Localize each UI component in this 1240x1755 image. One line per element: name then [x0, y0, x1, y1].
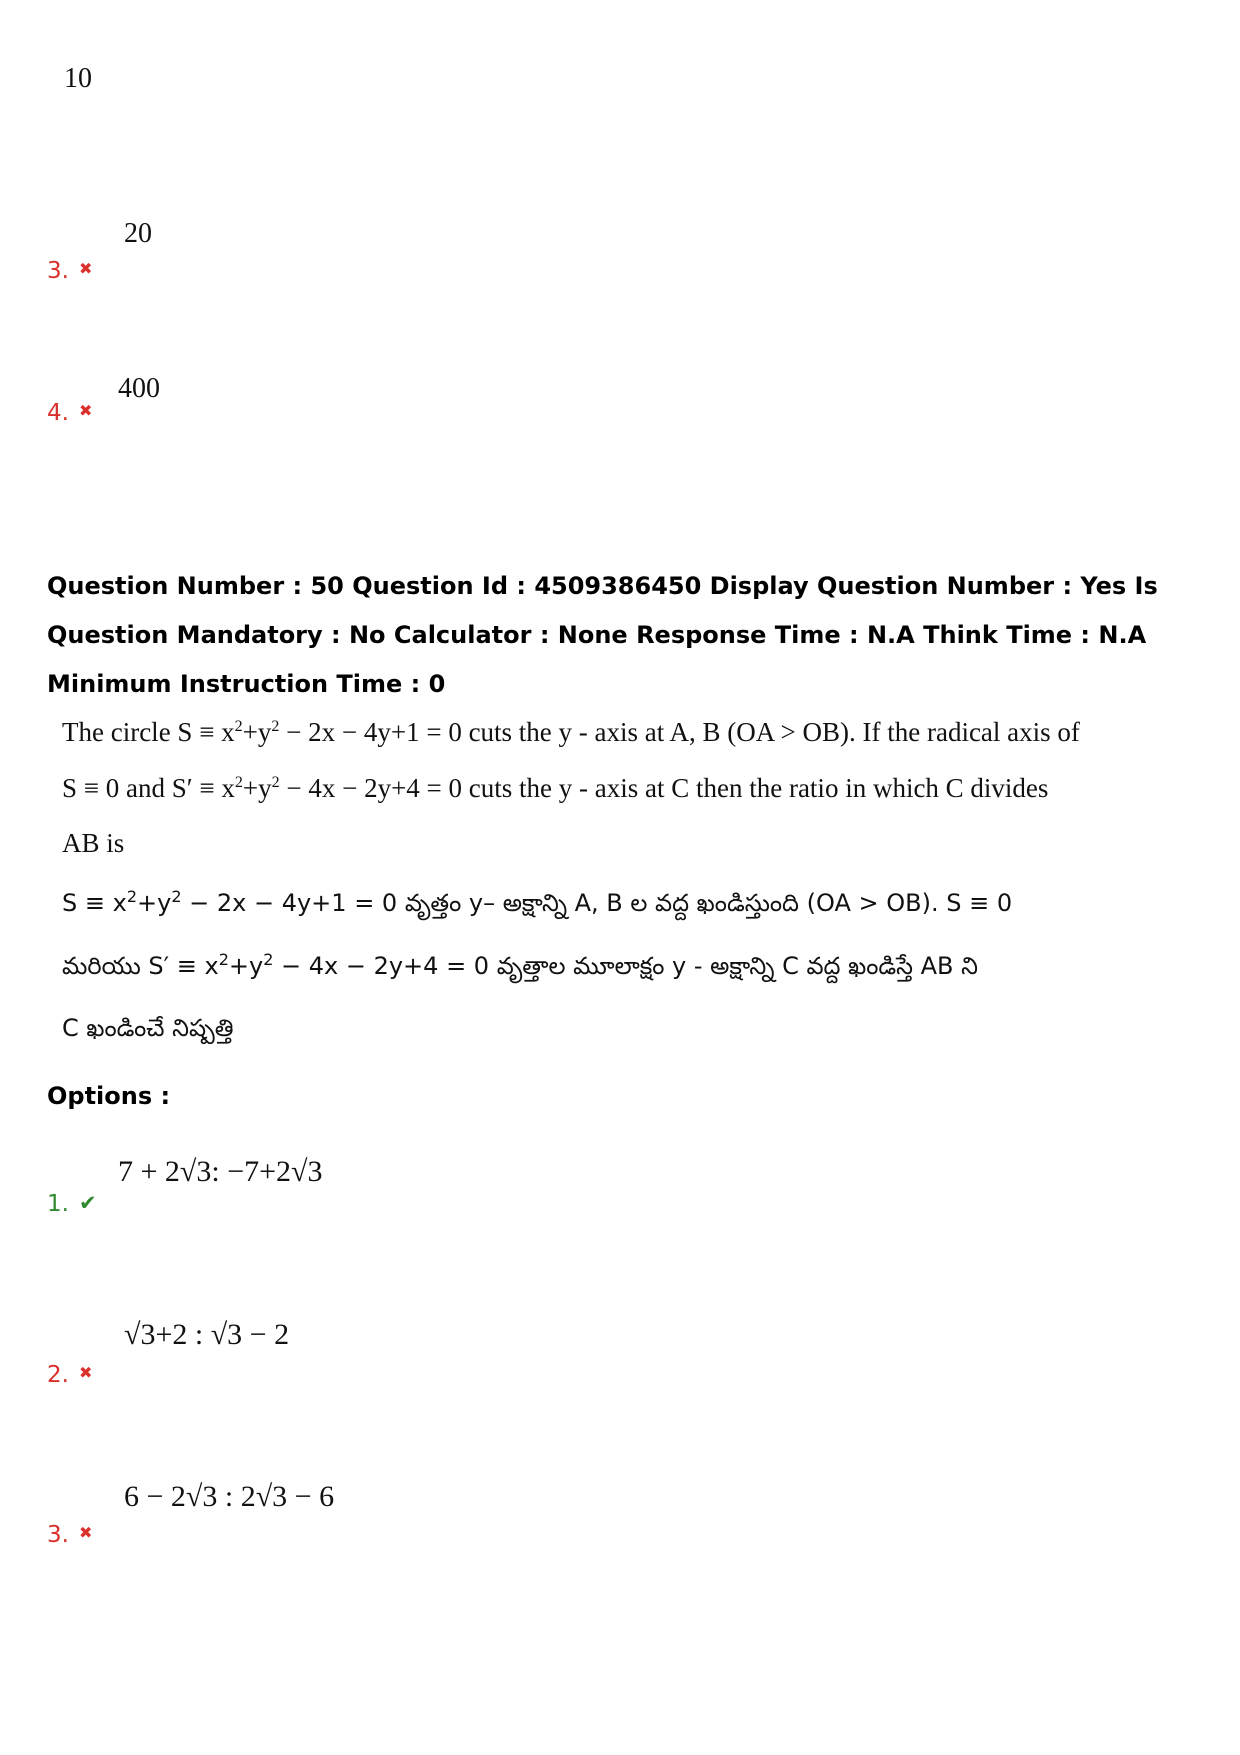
- prev-option-2-value: 10: [64, 63, 92, 94]
- prev-option-3: [47, 258, 92, 284]
- option-1: [47, 1191, 97, 1217]
- cross-mark-icon: ✖: [78, 1523, 93, 1542]
- option-3-value: 6 − 2√3 : 2√3 − 6: [124, 1480, 335, 1513]
- options-label: Options :: [47, 1082, 171, 1110]
- option-2-value: √3+2 : √3 − 2: [124, 1318, 290, 1351]
- option-3: [47, 1522, 92, 1548]
- cross-mark-icon: ✖: [78, 1363, 93, 1382]
- prev-option-4: [47, 400, 92, 426]
- question-te-line-3: C ఖండించే నిష్పత్తి: [62, 1014, 234, 1042]
- option-2: [47, 1362, 92, 1388]
- question-line-2: S ≡ 0 and $S' \equiv x^2+y^2 - 4x - 2y+4 = 0$ cuts the y - axis at C then the ratio in which C divides: [62, 773, 1049, 803]
- question-te-line-2: మరియు $S' \equiv x^2+y^2 - 4x - 2y+4 = 0$ వృత్తాల మూలాక్షం y - అక్షాన్ని C వద్ద ఖండిస్తే AB ని: [62, 950, 978, 980]
- prev-option-3-value: 20: [124, 218, 152, 249]
- option-3-number: 3.: [47, 1522, 69, 1548]
- option-1-number: 1.: [47, 1191, 69, 1217]
- option-2-number: 2.: [47, 1362, 69, 1388]
- question-line-3: AB is: [62, 828, 125, 858]
- cross-mark-icon: ✖: [78, 259, 93, 278]
- cross-mark-icon: ✖: [78, 401, 93, 420]
- question-line-1: The circle $S \equiv x^2+y^2 - 2x - 4y+1 = 0$ cuts the y - axis at A, B (OA > OB). If the radical axis of: [62, 717, 1080, 747]
- option-1-value: 7 + 2√3: −7+2√3: [118, 1155, 323, 1188]
- check-mark-icon: ✔: [78, 1191, 97, 1215]
- question-te-line-1: $S \equiv x^2+y^2 - 2x - 4y+1 = 0$ వృత్తం y– అక్షాన్ని A, B ల వద్ద ఖండిస్తుంది (OA > OB). S ≡ 0: [62, 887, 1013, 917]
- prev-option-3-number: 3.: [47, 258, 69, 284]
- prev-option-4-number: 4.: [47, 400, 69, 426]
- prev-option-4-value: 400: [118, 373, 160, 404]
- question-meta: Question Number : 50 Question Id : 4509386450 Display Question Number : Yes Is Question Mandatory : No Calculator : None Response Time : N.A Think Time : N.A Minimum Instruction Time : 0: [47, 572, 1158, 698]
